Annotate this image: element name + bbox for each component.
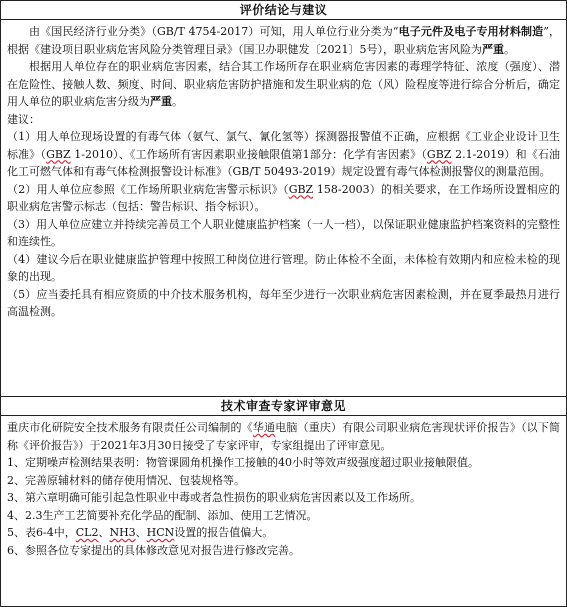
text: 、 bbox=[98, 526, 110, 539]
chemical-code: CL2 bbox=[75, 526, 99, 539]
section-body bbox=[7, 419, 560, 559]
advice-item-1 bbox=[7, 128, 560, 181]
hazard-grade: 严重 bbox=[150, 95, 172, 108]
text: 。 bbox=[504, 42, 515, 56]
advice-item-5: （5）应当委托具有相应资质的中介技术服务机构，每年至少进行一次职业病危害因素检测，并在夏季最热月进行高温检测。 bbox=[7, 287, 560, 318]
text: 5、表6-4中， bbox=[7, 526, 76, 539]
advice-item-2 bbox=[7, 181, 560, 216]
text: 由《国民经济行业分类》（GB/T 4754-2017）可知，用人单位行业分类为“ bbox=[29, 25, 399, 38]
text: ”，根据《建设项目职业病危害风险分类管理目录》（国卫办职健发〔2021〕5号），职业病危害风险为 bbox=[7, 25, 560, 56]
company-name: 华通 bbox=[252, 421, 276, 434]
text: （1）用人单位现场设置的有毒气体（氨气、氯气、氰化氢等）探测器报警值不正确，应根据《工业企业设计卫生标准》（ bbox=[7, 130, 560, 161]
review-item-4: 4、2.3生产工艺简要补充化学品的配制、添加、使用工艺情况。 bbox=[7, 508, 318, 522]
review-item-5 bbox=[7, 524, 560, 542]
text: 158-2003）的相关要求，在工作场所设置相应的职业病危害警示标志（包括：警告标识、指令标识）。 bbox=[7, 182, 560, 213]
text: 1-2010）、《工作场所有害因素职业接触限值第1部分：化学有害因素》（ bbox=[70, 147, 427, 161]
section-header: 评价结论与建议 bbox=[1, 1, 566, 20]
text: （2）用人单位应参照《工作场所职业病危害警示标识》（ bbox=[7, 182, 289, 196]
text: 根据用人单位存在的职业病危害因素，结合其工作场所存在职业病危害因素的毒理学特征、浓度（强度）、潜在危险性、接触人数、频度、时间、职业病危害防护措施和发生职业病的危（风）险程度等进行综合分析后，确定用人单位的职业病危害分级为 bbox=[7, 60, 560, 108]
text: 电脑（重庆）有限公司职业病危害现状评价报告》（以下简称《评价报告》）于2021年3月30日接受了专家评审，专家组提出了评审意见。 bbox=[7, 421, 561, 452]
advice-item-4: （4）建议今后在职业健康监护管理中按照工种岗位进行管理。防止体检不全面，未体检有效期内和应检未检的现象的出现。 bbox=[7, 252, 560, 283]
text: 、 bbox=[135, 526, 147, 539]
advice-label: 建议： bbox=[7, 112, 40, 126]
standard-code: GBZ bbox=[288, 182, 314, 196]
section-header: 技术审查专家评审意见 bbox=[1, 397, 566, 416]
text: 2.1-2019）和《石油化工可燃气体和有毒气体检测报警设计标准》（GB/T 50493-2019）规定设置有毒气体检测报警仪的测量范围。 bbox=[7, 147, 561, 178]
review-item-3: 3、第六章明确可能引起急性职业中毒或者急性损伤的职业病危害因素以及工作场所。 bbox=[7, 491, 421, 504]
standard-code: GBZ bbox=[426, 147, 452, 161]
review-item-6: 6、参照各位专家提出的具体修改意见对报告进行修改完善。 bbox=[7, 543, 300, 557]
text: 设置的报告值偏大。 bbox=[174, 526, 274, 539]
risk-level: 严重 bbox=[482, 42, 504, 56]
text: 。 bbox=[172, 95, 183, 108]
standard-code: GBZ bbox=[46, 147, 71, 161]
advice-item-3: （3）用人单位应建立并持续完善员工个人职业健康监护档案（一人一档），以保证职业健康监护档案资料的完整性和连续性。 bbox=[7, 217, 560, 248]
paragraph-hazard-grading bbox=[7, 58, 560, 111]
chemical-code: NH3 bbox=[109, 526, 136, 539]
evaluation-conclusion-section bbox=[1, 1, 566, 397]
chemical-code: HCN bbox=[146, 526, 175, 539]
text: 重庆市化研院安全技术服务有限责任公司编制的《 bbox=[7, 421, 253, 434]
section-body bbox=[7, 23, 560, 321]
review-item-2: 2、完善原辅材料的储存使用情况、包装规格等。 bbox=[7, 473, 245, 487]
review-intro bbox=[7, 419, 560, 454]
industry-category: 电子元件及电子专用材料制造 bbox=[398, 25, 544, 38]
paragraph-industry-classification bbox=[7, 23, 560, 58]
review-item-1: 1、定期噪声检测结果表明：物管课圆角机操作工接触的40小时等效声级强度超过职业接触限值。 bbox=[7, 456, 479, 469]
expert-review-section bbox=[1, 397, 566, 606]
